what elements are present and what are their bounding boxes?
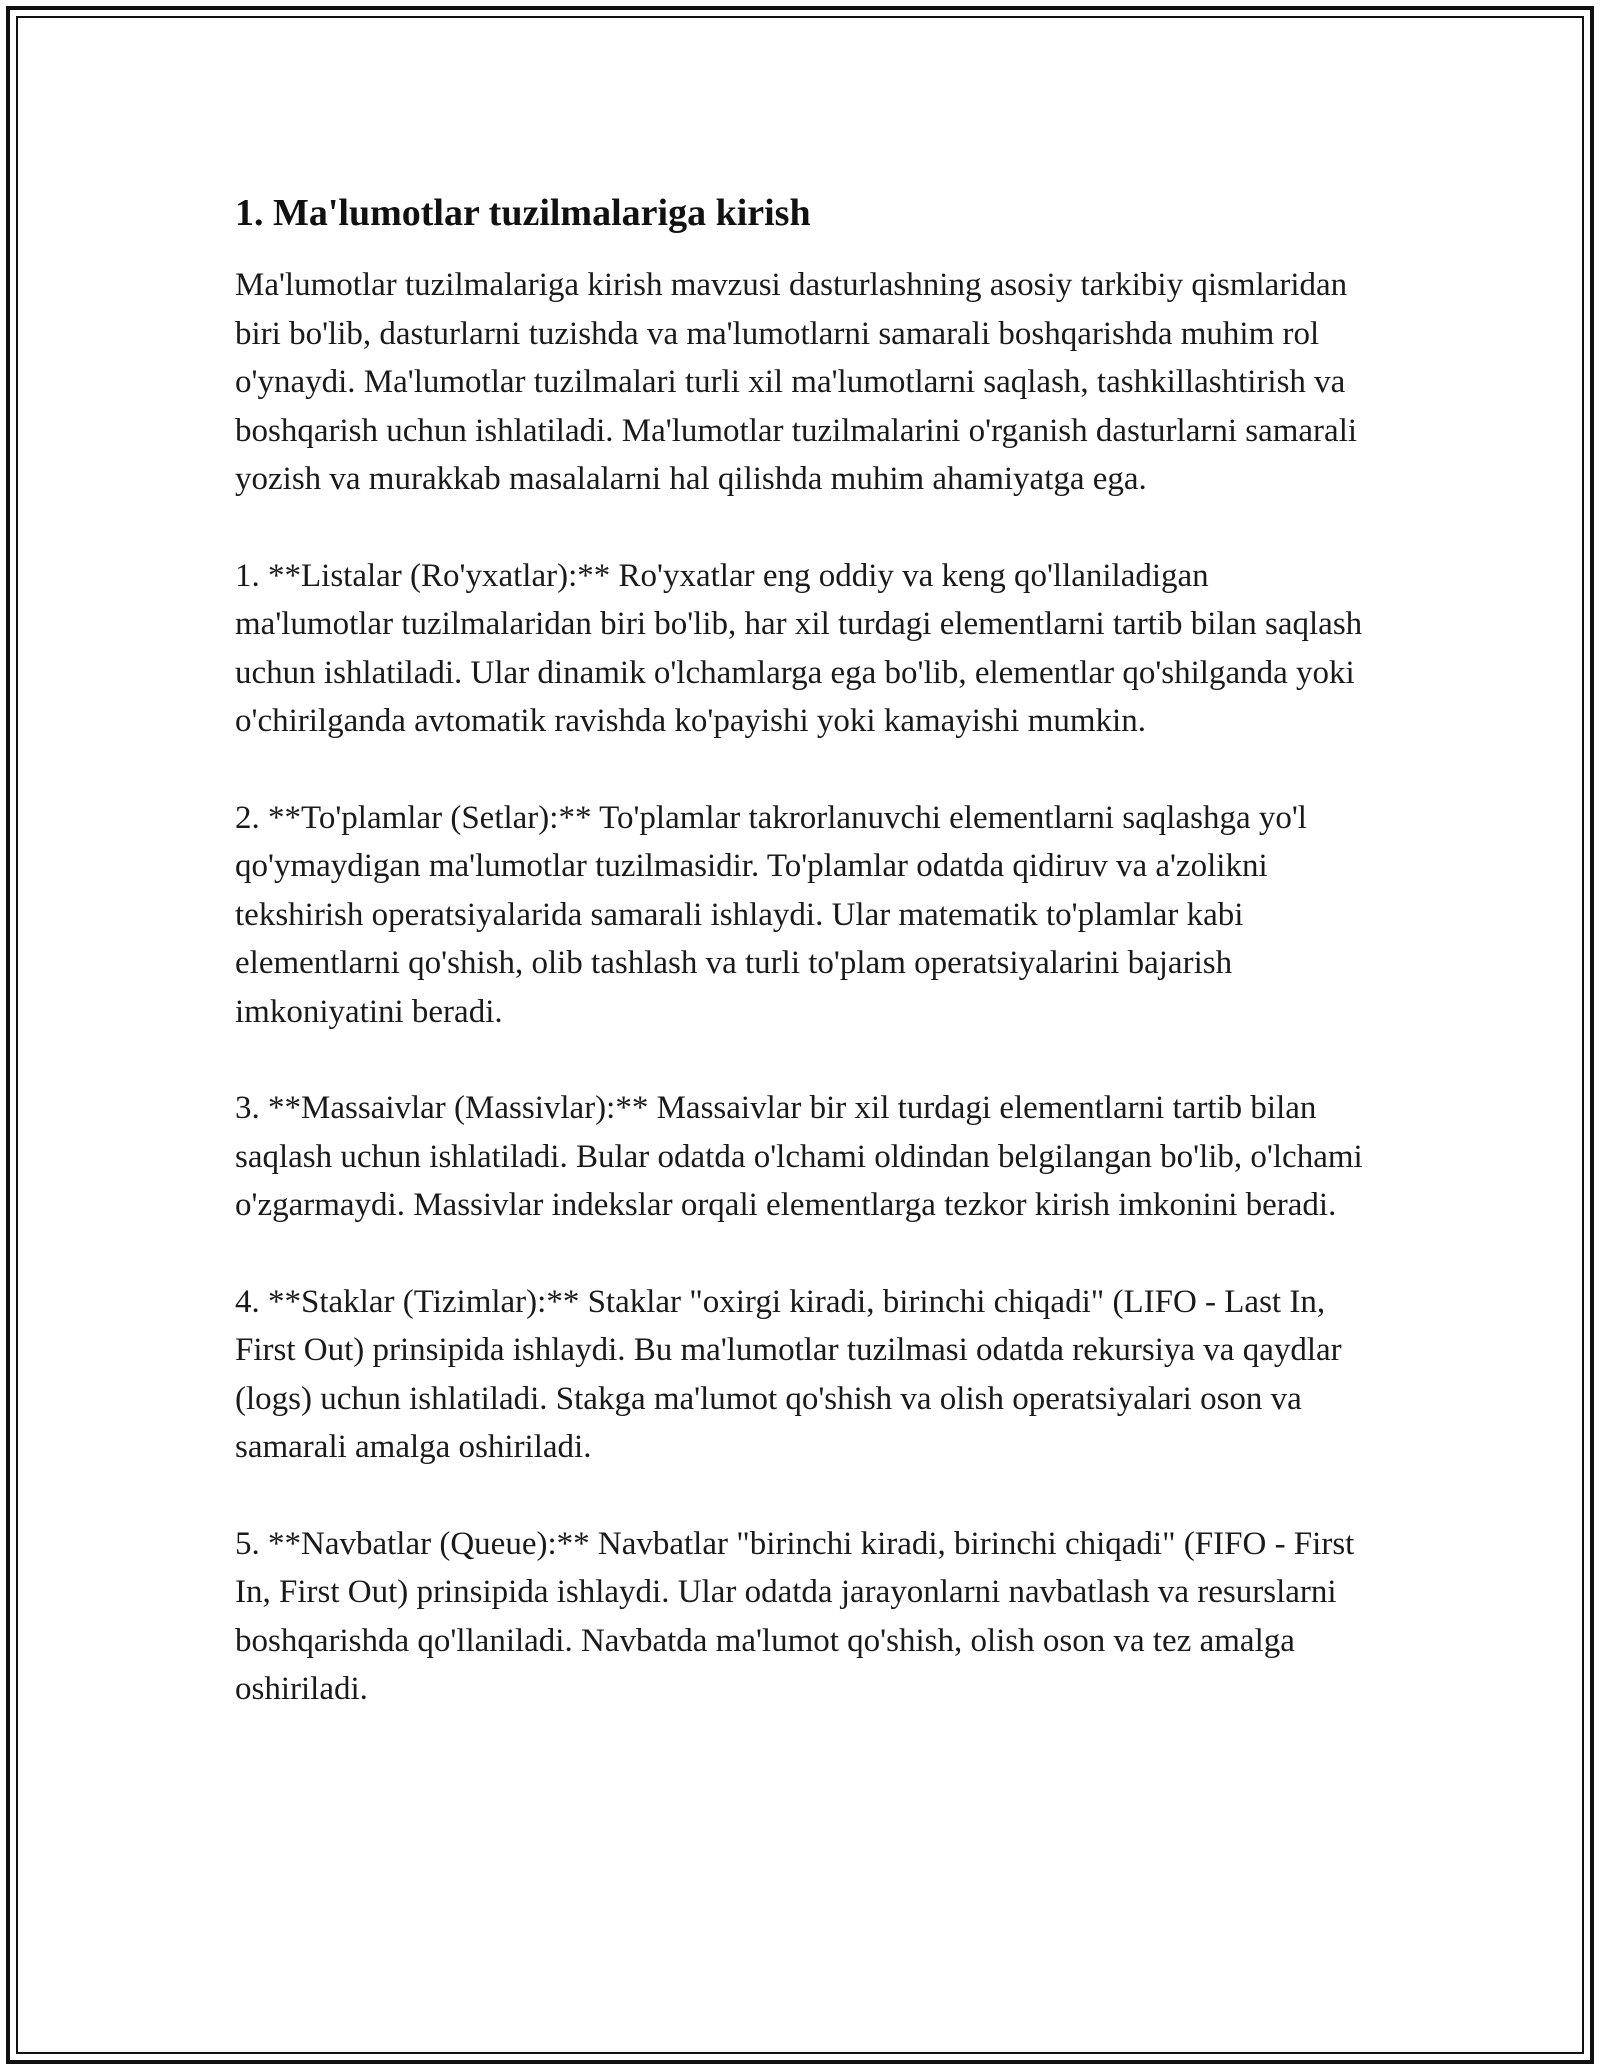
paragraph-queues: 5. **Navbatlar (Queue):** Navbatlar "birinchi kiradi, birinchi chiqadi" (FIFO - First In, First Out) prinsipida ishlaydi. Ular odatda jarayonlarni navbatlash va resurslarni boshqarishda qo'llaniladi. Navbatda ma'lumot qo'shish, olish oson va tez amalga oshiriladi. (235, 1525, 1355, 1707)
document-body (235, 185, 1365, 1762)
document-title: 1. Ma'lumotlar tuzilmalariga kirish (235, 192, 811, 234)
paragraph-arrays: 3. **Massaivlar (Massivlar):** Massaivlar bir xil turdagi elementlarni tartib bilan saqlash uchun ishlatiladi. Bular odatda o'lchami oldindan belgilangan bo'lib, o'lchami o'zgarmaydi. Massivlar indekslar orqali elementlarga tezkor kirish imkonini beradi. (235, 1090, 1363, 1223)
paragraph-lists: 1. **Listalar (Ro'yxatlar):** Ro'yxatlar eng oddiy va keng qo'llaniladigan ma'lumotlar tuzilmalaridan biri bo'lib, har xil turdagi elementlarni tartib bilan saqlash uchun ishlatiladi. Ular dinamik o'lchamlarga ega bo'lib, elementlar qo'shilganda yoki o'chirilganda avtomatik ravishda ko'payishi yoki kamayishi mumkin. (235, 557, 1363, 739)
intro-paragraph: Ma'lumotlar tuzilmalariga kirish mavzusi dasturlashning asosiy tarkibiy qismlaridan biri bo'lib, dasturlarni tuzishda va ma'lumotlarni samarali boshqarishda muhim rol o'ynaydi. Ma'lumotlar tuzilmalari turli xil ma'lumotlarni saqlash, tashkillashtirish va boshqarish uchun ishlatiladi. Ma'lumotlar tuzilmalarini o'rganish dasturlarni samarali yozish va murakkab masalalarni hal qilishda muhim ahamiyatga ega. (235, 267, 1358, 497)
paragraph-sets: 2. **To'plamlar (Setlar):** To'plamlar takrorlanuvchi elementlarni saqlashga yo'l qo'ymaydigan ma'lumotlar tuzilmasidir. To'plamlar odatda qidiruv va a'zolikni tekshirish operatsiyalarida samarali ishlaydi. Ular matematik to'plamlar kabi elementlarni qo'shish, olib tashlash va turli to'plam operatsiyalarini bajarish imkoniyatini beradi. (235, 799, 1307, 1030)
paragraph-stacks: 4. **Staklar (Tizimlar):** Staklar "oxirgi kiradi, birinchi chiqadi" (LIFO - Last In, First Out) prinsipida ishlaydi. Bu ma'lumotlar tuzilmasi odatda rekursiya va qaydlar (logs) uchun ishlatiladi. Stakga ma'lumot qo'shish va olish operatsiyalari oson va samarali amalga oshiriladi. (235, 1283, 1342, 1465)
